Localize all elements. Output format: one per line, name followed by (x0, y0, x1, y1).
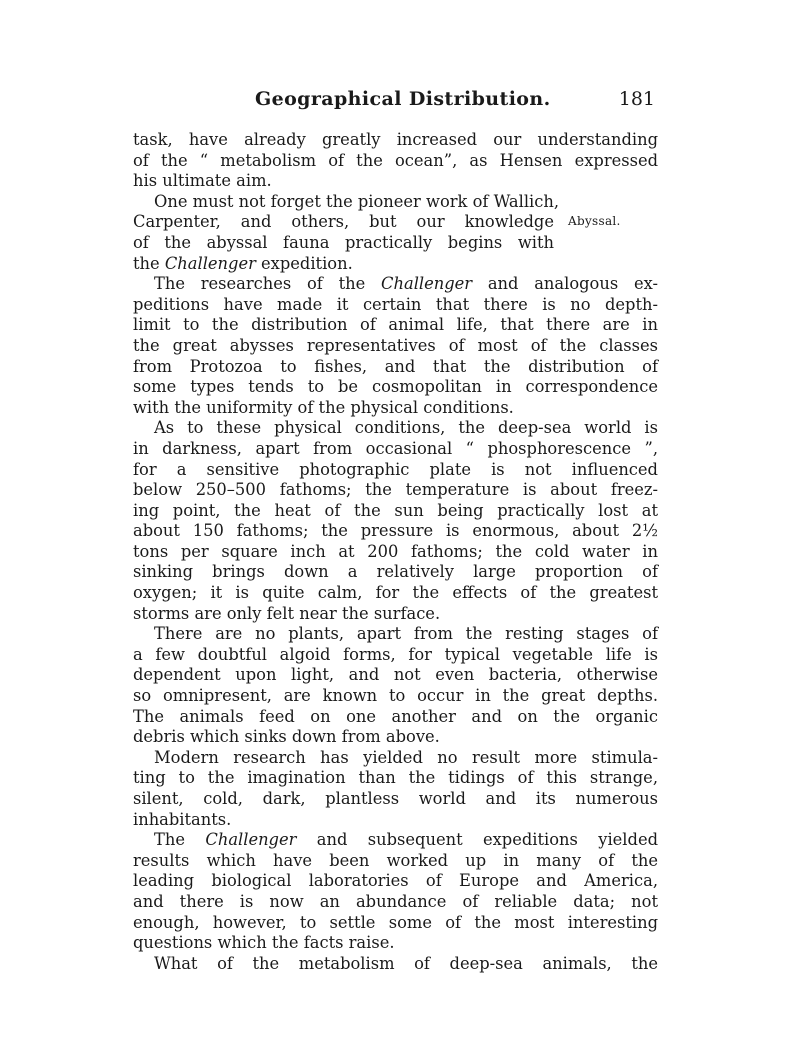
paragraph-4 (133, 418, 658, 624)
text-line: What of the metabolism of deep-sea animals, the (154, 953, 658, 973)
text-line: ting to the imagination than the tidings of this strange, (133, 768, 658, 788)
text-run: and analogous ex- (472, 274, 658, 294)
text-line: so omnipresent, are known to occur in the great depths. (133, 686, 658, 706)
text-line: As to these physical conditions, the deep-sea world is (154, 418, 658, 438)
text-line: The animals feed on one another and on the organic (133, 706, 658, 726)
italic-ship-name: Challenger (381, 274, 473, 294)
text-line: Carpenter, and others, but our knowledge (133, 212, 554, 232)
page-number: 181 (618, 88, 655, 110)
text-line: a few doubtful algoid forms, for typical vegetable life is (133, 644, 658, 664)
text-line: from Protozoa to fishes, and that the distribution of (133, 356, 658, 376)
text-line: below 250–500 fathoms; the temperature is about freez- (133, 480, 658, 500)
text-line: storms are only felt near the surface. (133, 603, 441, 623)
text-line: oxygen; it is quite calm, for the effects of the greatest (133, 583, 658, 603)
text-line: Modern research has yielded no result more stimula- (154, 747, 658, 767)
text-line: task, have already greatly increased our understanding (133, 130, 658, 149)
margin-note: Abyssal. (568, 213, 621, 228)
text-line: his ultimate aim. (133, 171, 272, 191)
text-line: peditions have made it certain that there is no depth- (133, 294, 658, 314)
text-line: limit to the distribution of animal life, that there are in (133, 315, 658, 335)
text-line: enough, however, to settle some of the most interesting (133, 912, 658, 932)
italic-ship-name: Challenger (164, 253, 256, 273)
paragraph-2 (133, 192, 658, 274)
text-line: with the uniformity of the physical conditions. (133, 397, 514, 417)
text-line: the great abysses representatives of most of the classes (133, 335, 658, 355)
text-line: some types tends to be cosmopolitan in correspondence (133, 377, 658, 397)
text-run: expedition. (255, 253, 353, 273)
text-run: the (133, 253, 165, 273)
text-line: silent, cold, dark, plantless world and its numerous (133, 789, 658, 808)
text-line: and there is now an abundance of reliable data; not (133, 891, 658, 911)
text-line: in darkness, apart from occasional “ phosphorescence ”, (133, 438, 658, 458)
text-line (133, 274, 658, 295)
text-line (133, 830, 658, 851)
running-head (255, 88, 655, 118)
text-run: and subsequent expeditions yielded (296, 830, 658, 850)
text-line: tons per square inch at 200 fathoms; the cold water in (133, 541, 658, 561)
text-line: about 150 fathoms; the pressure is enormous, about 2½ (133, 521, 658, 541)
text-line: ing point, the heat of the sun being practically lost at (133, 500, 658, 520)
text-line: of the abyssal fauna practically begins with (133, 232, 554, 252)
text-line: One must not forget the pioneer work of Wallich, (154, 191, 560, 211)
text-line: debris which sinks down from above. (133, 727, 440, 747)
paragraph-6 (133, 748, 658, 830)
text-line: leading biological laboratories of Europe and America, (133, 871, 658, 891)
text-line: dependent upon light, and not even bacteria, otherwise (133, 665, 658, 685)
text-line: questions which the facts raise. (133, 933, 395, 953)
paragraph-8 (133, 954, 658, 975)
running-title: Geographical Distribution. (255, 88, 551, 110)
text-run: The (154, 830, 206, 850)
italic-ship-name: Challenger (205, 830, 297, 850)
text-line: for a sensitive photographic plate is not influenced (133, 459, 658, 479)
text-line: There are no plants, apart from the resting stages of (154, 624, 658, 644)
text-run: The researches of the (154, 274, 382, 294)
paragraph-1 (133, 130, 658, 192)
text-line: results which have been worked up in many of the (133, 850, 658, 870)
paragraph-5 (133, 624, 658, 748)
text-line: inhabitants. (133, 809, 232, 829)
paragraph-3 (133, 274, 658, 418)
text-line: sinking brings down a relatively large proportion of (133, 562, 658, 582)
paragraph-7 (133, 830, 658, 954)
text-line: of the “ metabolism of the ocean”, as Hensen expressed (133, 150, 658, 170)
body-text (133, 130, 658, 974)
